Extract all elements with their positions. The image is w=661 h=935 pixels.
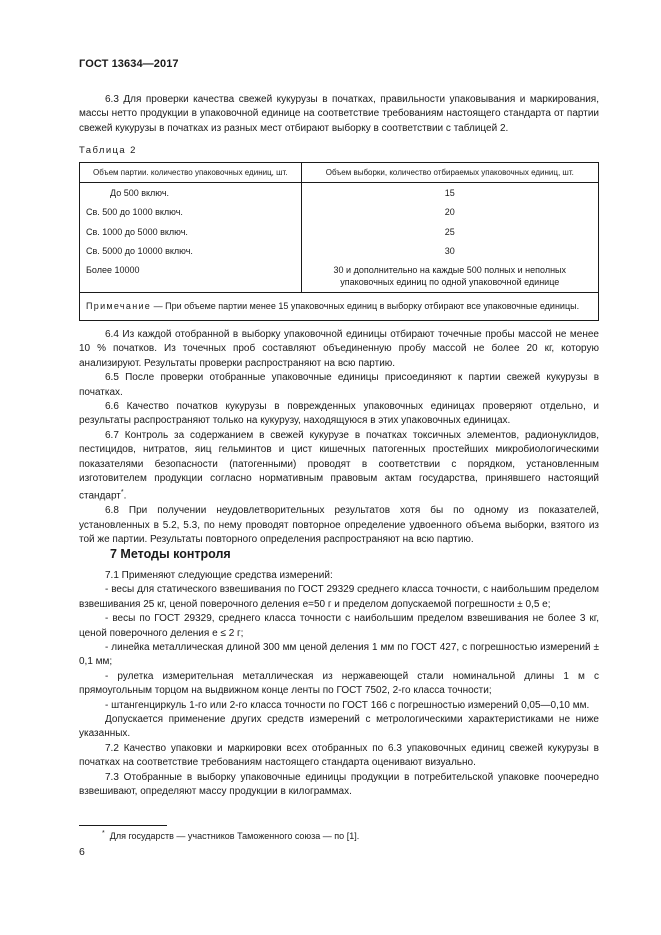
paragraph-6-7-end: . — [123, 490, 127, 502]
paragraph-7-1: 7.1 Применяют следующие средства измерений: — [105, 570, 333, 581]
paragraph-6-4: 6.4 Из каждой отобранной в выборку упаковочной единицы отбирают точечные пробы массой не менее 10 % початков. Из точечных проб составляют объединенную пробу массой не более 20 кг, которую анализируют. Результаты проверки распространяют на всю партию. — [79, 329, 599, 369]
paragraph-6-6: 6.6 Качество початков кукурузы в поврежденных упаковочных единицах проверяют отдельно, и результаты распространяют только на кукурузу, находящуюся в этих упаковочных единицах. — [79, 401, 599, 427]
footnote-text: Для государств — участников Таможенного союза — по [1]. — [109, 831, 360, 841]
document-header: ГОСТ 13634—2017 — [79, 58, 179, 70]
table-cell-lot: Св. 500 до 1000 включ. — [80, 203, 302, 223]
footnote — [102, 830, 359, 841]
list-item: - рулетка измерительная металлическая из нержавеющей стали номинальной длины 1 м с прямоугольным торцом на выдвижном конце ленты по ГОСТ 7502, 2-го класса точности; — [79, 670, 599, 697]
paragraph-7-1-note: Допускается применение других средств измерений с метрологическими характеристиками не ниже указанных. — [79, 714, 599, 740]
paragraph-6-3: 6.3 Для проверки качества свежей кукурузы в початках, правильности упаковывания и маркирования, массы нетто продукции в упаковочной единице на соответствие требованиям настоящего стандарта от партии свежей кукурузы в початках из разных мест отбирают выборку в соответствии с таблицей 2. — [79, 94, 599, 134]
table-cell-sample: 30 — [301, 242, 598, 262]
list-item: - линейка металлическая длиной 300 мм ценой деления 1 мм по ГОСТ 427, с погрешностью измерений ± 0,1 мм; — [79, 642, 599, 668]
table-note-label: Примечание — [86, 300, 152, 311]
paragraph-6-5: 6.5 После проверки отобранные упаковочные единицы присоединяют к партии свежей кукурузы в початках. — [79, 372, 599, 398]
paragraph-6-8: 6.8 При получении неудовлетворительных результатов хотя бы по одному из показателей, установленных в 5.2, 5.3, по нему проводят повторное определение удвоенного объема выборки, взятого из той же партии. Результаты повторного определения распространяют на всю партию. — [79, 505, 599, 546]
paragraph-7-2: 7.2 Качество упаковки и маркировки всех отобранных по 6.3 упаковочных единиц свежей кукурузы в початках на соответствие требованиям настоящего стандарта оценивают визуально. — [79, 742, 599, 769]
table-cell-lot: До 500 включ. — [80, 183, 302, 203]
footnote-separator — [79, 825, 167, 826]
paragraph-6-7 — [79, 429, 599, 504]
table-row — [80, 203, 599, 223]
table-cell-lot: Св. 5000 до 10000 включ. — [80, 242, 302, 262]
table-row — [80, 183, 599, 203]
paragraph-7-3: 7.3 Отобранные в выборку упаковочные единицы продукции в потребительской упаковке поочередно взвешивают, определяют массу продукции в килограммах. — [79, 771, 599, 798]
paragraphs-6-4-to-6-8 — [79, 328, 599, 547]
list-item: - весы для статического взвешивания по ГОСТ 29329 среднего класса точности, с наибольшим пределом взвешивания 25 кг, ценой поверочного деления е=50 г и пределом допускаемой погрешности ± 0,5 е; — [79, 584, 599, 610]
footnote-mark: * — [102, 830, 105, 837]
table-header-row — [80, 163, 599, 183]
table-cell-sample: 25 — [301, 222, 598, 242]
page-number: 6 — [79, 846, 85, 858]
table-row — [80, 222, 599, 242]
table-title: Таблица 2 — [79, 145, 137, 156]
footnote-ref: * — [120, 489, 124, 497]
list-item: - штангенциркуль 1-го или 2-го класса точности по ГОСТ 166 с погрешностью измерений 0,05—0,10 мм. — [105, 699, 590, 711]
table-row — [80, 261, 599, 293]
table-cell-sample: 15 — [301, 183, 598, 203]
table-cell-lot: Более 10000 — [80, 261, 302, 293]
table-header-sample: Объем выборки, количество отбираемых упаковочных единиц, шт. — [301, 163, 598, 183]
section-7-body — [79, 569, 599, 800]
table-2 — [79, 162, 599, 321]
table-note — [80, 293, 599, 321]
paragraph-6-7-text: 6.7 Контроль за содержанием в свежей кукурузе в початках токсичных элементов, радионуклидов, пестицидов, нитратов, яиц гельминтов и цист кишечных патогенных простейших микробиологическими показателями безопасности (патогенными) проводят в соответствии с порядком, установленным изготовителем продукции согласно нормативным правовым актам государства, принявшего настоящий стандарт — [79, 429, 599, 502]
list-item: - весы по ГОСТ 29329, среднего класса точности с наибольшим пределом взвешивания не более 3 кг, ценой поверочного деления е ≤ 2 г; — [79, 613, 599, 639]
paragraph-6-3-block — [79, 93, 599, 136]
table-note-row — [80, 293, 599, 321]
table-cell-lot: Св. 1000 до 5000 включ. — [80, 222, 302, 242]
table-cell-sample: 30 и дополнительно на каждые 500 полных и неполных упаковочных единиц по одной упаковочной единице — [301, 261, 598, 293]
table-header-lot: Объем партии. количество упаковочных единиц, шт. — [80, 163, 302, 183]
table-note-text: — При объеме партии менее 15 упаковочных единиц в выборку отбирают все упаковочные единицы. — [151, 300, 580, 311]
table-row — [80, 242, 599, 262]
section-7-heading: 7 Методы контроля — [110, 547, 231, 561]
table-cell-sample: 20 — [301, 203, 598, 223]
